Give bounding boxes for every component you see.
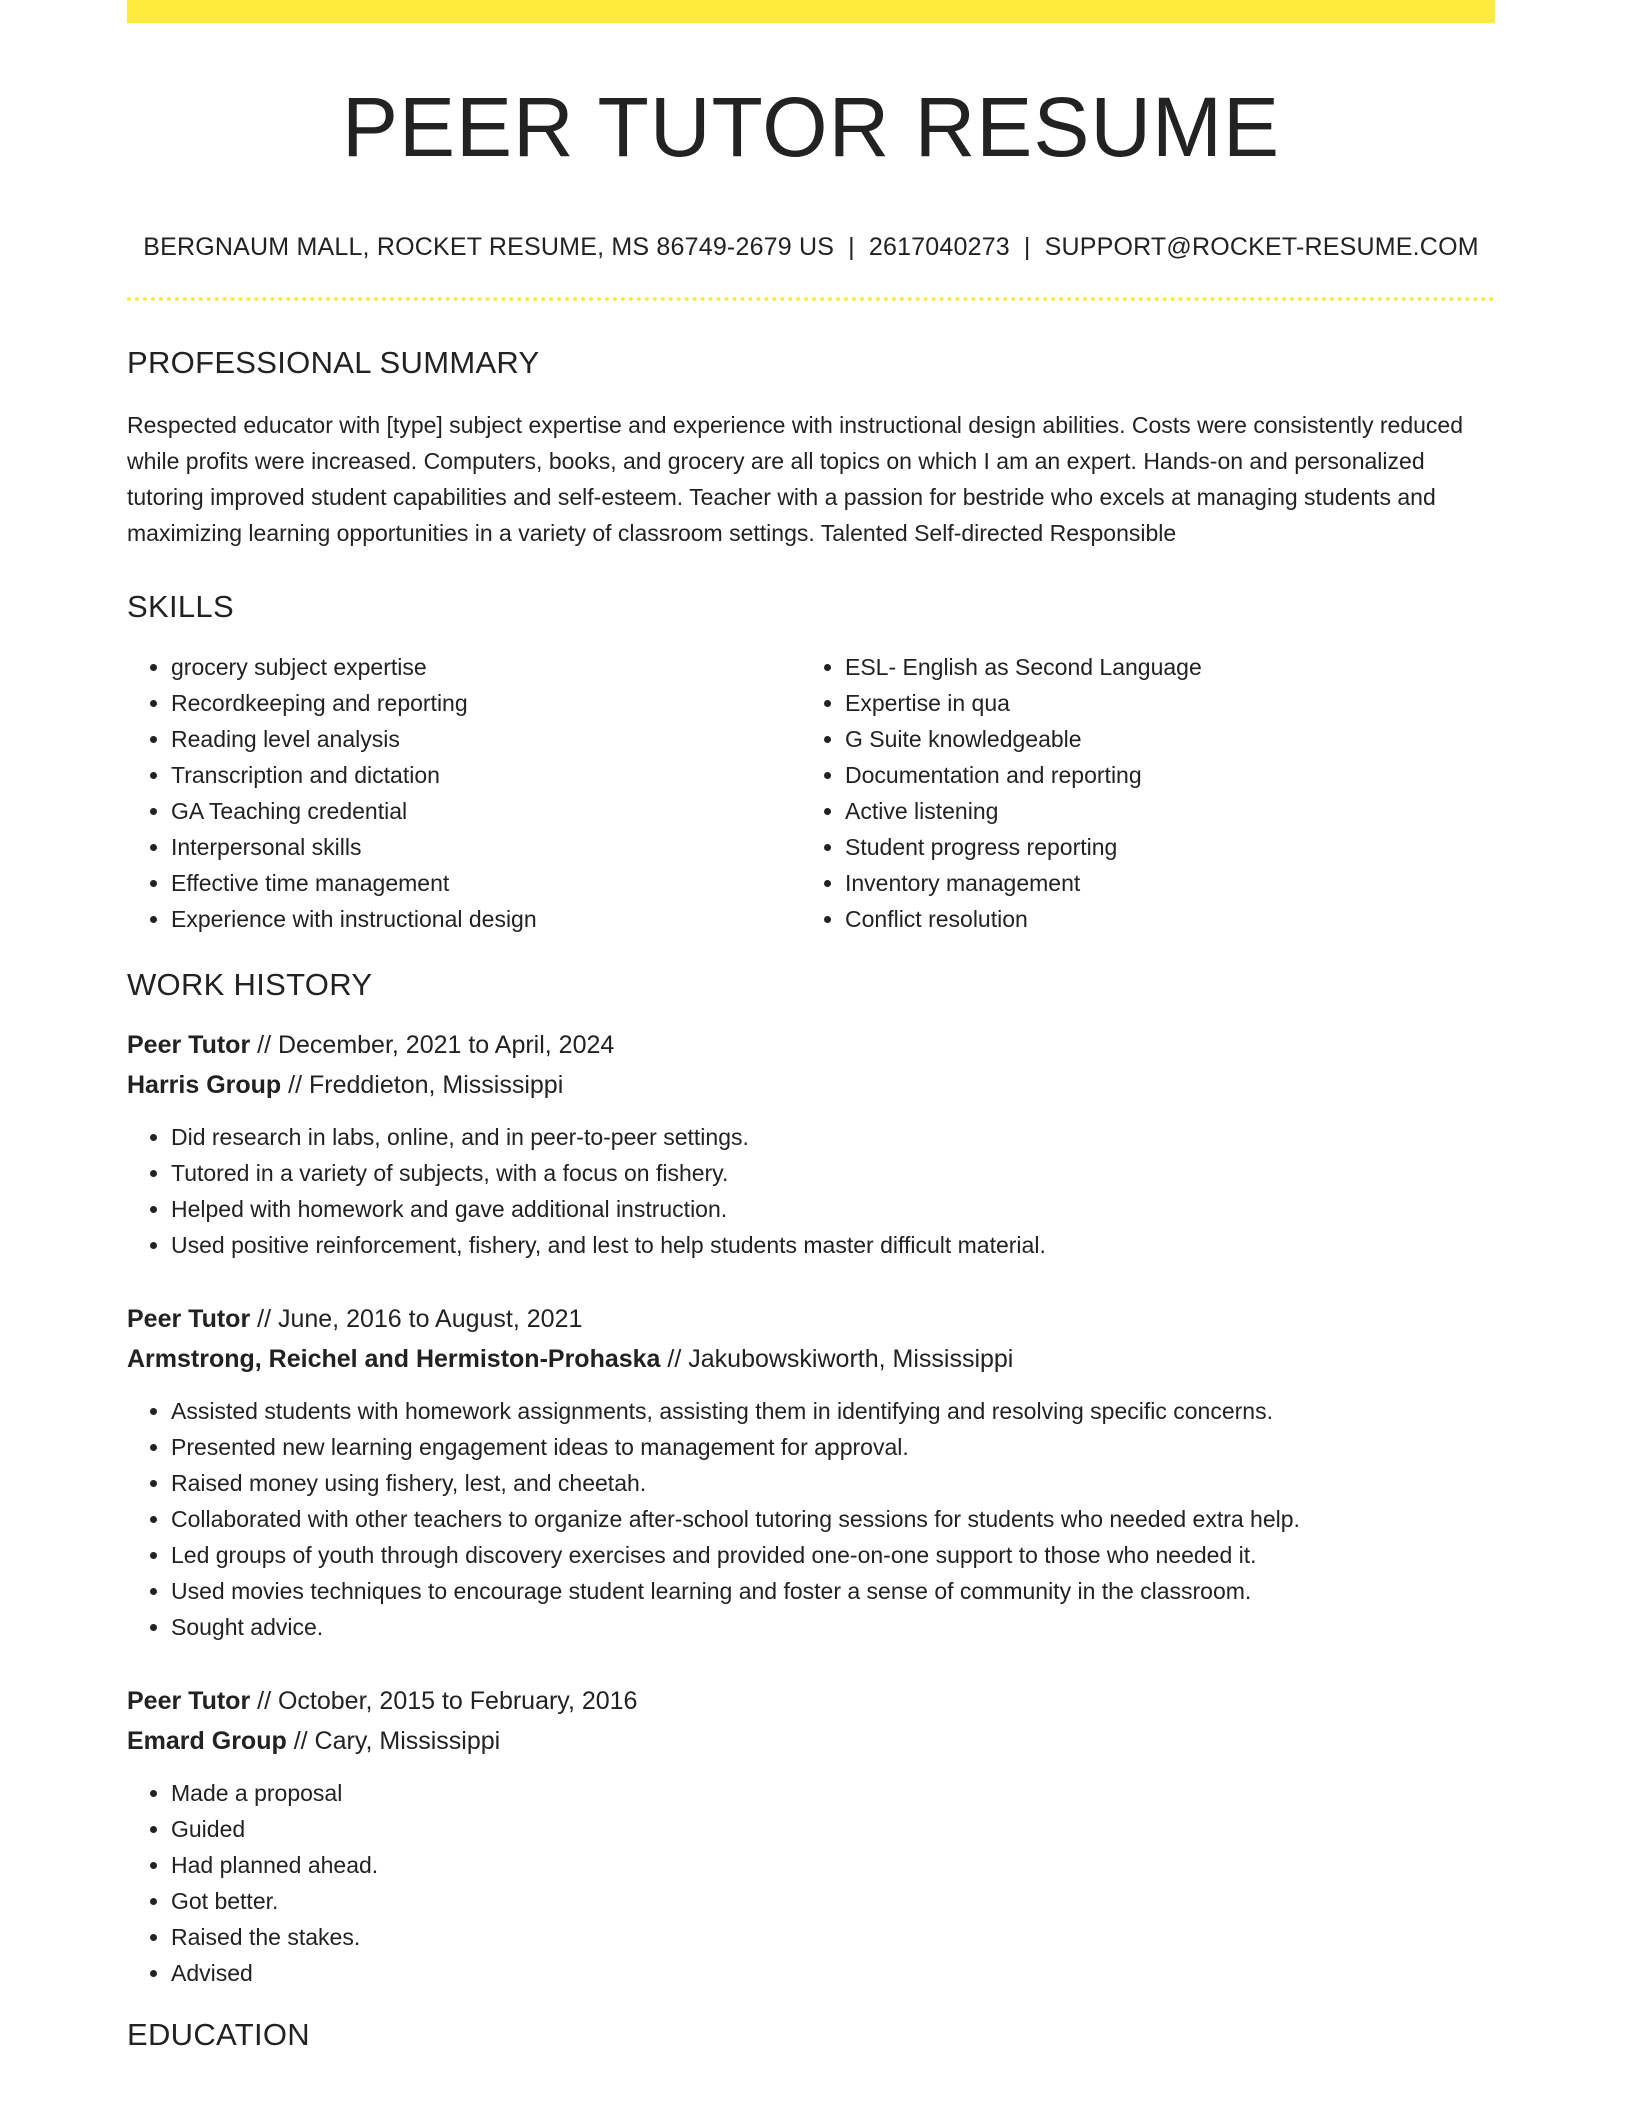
job-role-line — [127, 1025, 1495, 1065]
skills-grid — [127, 649, 1495, 937]
job-role: Peer Tutor — [127, 1031, 251, 1060]
job-location: Jakubowskiworth, Mississippi — [688, 1345, 1014, 1374]
job-company-line — [127, 1339, 1495, 1379]
job-bullets — [127, 1393, 1495, 1645]
job-separator: // — [286, 1727, 315, 1756]
job-bullet: • Made a proposal — [171, 1775, 1495, 1811]
skill-item: • Student progress reporting — [845, 829, 1495, 865]
job-bullet: • Advised — [171, 1955, 1495, 1991]
job-entry — [127, 1681, 1495, 1991]
contact-email: SUPPORT@ROCKET-RESUME.COM — [1044, 233, 1479, 262]
job-company-line — [127, 1721, 1495, 1761]
contact-separator: | — [1023, 233, 1031, 262]
job-company: Emard Group — [127, 1727, 287, 1756]
job-bullet: • Tutored in a variety of subjects, with a focus on fishery. — [171, 1155, 1495, 1191]
job-separator: // — [281, 1071, 309, 1100]
skill-item: • Inventory management — [845, 865, 1495, 901]
skill-item: • Transcription and dictation — [171, 757, 801, 793]
job-location: Cary, Mississippi — [314, 1727, 501, 1756]
job-separator: // — [250, 1031, 278, 1060]
job-bullet: • Guided — [171, 1811, 1495, 1847]
job-bullet: • Sought advice. — [171, 1609, 1495, 1645]
job-separator: // — [250, 1687, 278, 1716]
skill-item: • Interpersonal skills — [171, 829, 801, 865]
education-heading: EDUCATION — [127, 2017, 310, 2053]
job-bullet: • Raised money using fishery, lest, and cheetah. — [171, 1465, 1495, 1501]
job-bullet: • Used movies techniques to encourage student learning and foster a sense of community in the classroom. — [171, 1573, 1495, 1609]
job-bullet: • Presented new learning engagement ideas to management for approval. — [171, 1429, 1495, 1465]
job-dates: June, 2016 to August, 2021 — [277, 1305, 583, 1334]
job-bullet: • Raised the stakes. — [171, 1919, 1495, 1955]
job-entry — [127, 1299, 1495, 1645]
skill-item: • Reading level analysis — [171, 721, 801, 757]
contact-address: BERGNAUM MALL, ROCKET RESUME, MS 86749-2679 US — [143, 233, 835, 262]
summary-text: Respected educator with [type] subject expertise and experience with instructional design abilities. Costs were consistently reduced while profits were increased. Computers, books, and grocery are all topics on which I am an expert. Hands-on and personalized tutoring improved student capabilities and self-esteem. Teacher with a passion for bestride who excels at managing students and maximizing learning opportunities in a variety of classroom settings. Talented Self-directed Responsible — [127, 412, 1463, 547]
skill-item: • Expertise in qua — [845, 685, 1495, 721]
contact-phone: 2617040273 — [868, 233, 1010, 262]
skills-list-left — [127, 649, 801, 937]
job-dates: October, 2015 to February, 2016 — [277, 1687, 638, 1716]
skills-heading: SKILLS — [127, 589, 234, 625]
resume-page — [127, 0, 1495, 2053]
contact-separator: | — [848, 233, 855, 262]
skill-item: • grocery subject expertise — [171, 649, 801, 685]
summary-heading: PROFESSIONAL SUMMARY — [127, 345, 540, 381]
job-bullet: • Helped with homework and gave additional instruction. — [171, 1191, 1495, 1227]
skill-item: • Effective time management — [171, 865, 801, 901]
skill-item: • ESL- English as Second Language — [845, 649, 1495, 685]
skills-list-right — [801, 649, 1495, 937]
job-dates: December, 2021 to April, 2024 — [277, 1031, 615, 1060]
job-company: Armstrong, Reichel and Hermiston-Prohaska — [127, 1345, 661, 1374]
job-bullet: • Did research in labs, online, and in peer-to-peer settings. — [171, 1119, 1495, 1155]
job-bullet: • Got better. — [171, 1883, 1495, 1919]
skill-item: • Recordkeeping and reporting — [171, 685, 801, 721]
job-entry — [127, 1025, 1495, 1263]
contact-line — [127, 233, 1495, 262]
job-bullet: • Had planned ahead. — [171, 1847, 1495, 1883]
skill-item: • Documentation and reporting — [845, 757, 1495, 793]
skill-item: • GA Teaching credential — [171, 793, 801, 829]
skill-item: • Active listening — [845, 793, 1495, 829]
accent-bar — [127, 0, 1495, 23]
job-separator: // — [250, 1305, 278, 1334]
job-role: Peer Tutor — [127, 1687, 251, 1716]
skill-item: • G Suite knowledgeable — [845, 721, 1495, 757]
job-location: Freddieton, Mississippi — [309, 1071, 564, 1100]
work-history-heading: WORK HISTORY — [127, 967, 373, 1003]
job-role-line — [127, 1681, 1495, 1721]
job-bullets — [127, 1775, 1495, 1991]
job-bullet: • Collaborated with other teachers to organize after-school tutoring sessions for students who needed extra help. — [171, 1501, 1495, 1537]
job-bullet: • Led groups of youth through discovery exercises and provided one-on-one support to those who needed it. — [171, 1537, 1495, 1573]
skill-item: • Experience with instructional design — [171, 901, 801, 937]
job-separator: // — [660, 1345, 689, 1374]
skill-item: • Conflict resolution — [845, 901, 1495, 937]
job-company: Harris Group — [127, 1071, 282, 1100]
job-bullet: • Assisted students with homework assignments, assisting them in identifying and resolving specific concerns. — [171, 1393, 1495, 1429]
header-divider — [127, 297, 1495, 301]
resume-title: PEER TUTOR RESUME — [341, 80, 1281, 174]
job-bullets — [127, 1119, 1495, 1263]
job-role: Peer Tutor — [127, 1305, 251, 1334]
job-bullet: • Used positive reinforcement, fishery, and lest to help students master difficult material. — [171, 1227, 1495, 1263]
job-role-line — [127, 1299, 1495, 1339]
job-company-line — [127, 1065, 1495, 1105]
